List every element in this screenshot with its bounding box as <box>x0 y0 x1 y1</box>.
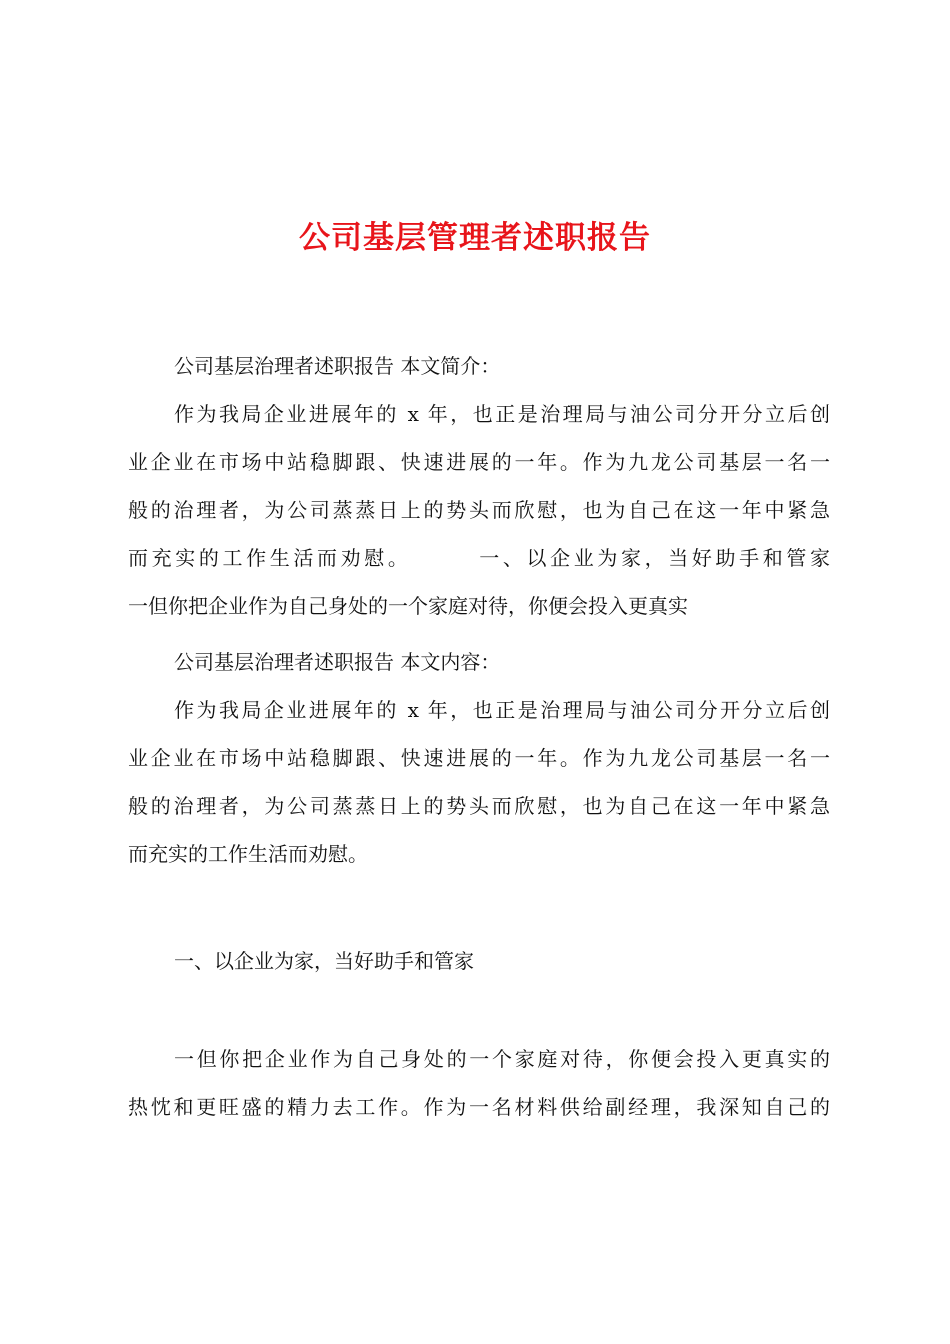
intro-block <box>128 342 830 630</box>
intro-line-5: 一但你把企业作为自己身处的一个家庭对待，你便会投入更真实 <box>128 594 688 618</box>
intro-line-2: 业企业在市场中站稳脚跟、快速进展的一年。作为九龙公司基层一名一 <box>128 450 830 474</box>
intro-label: 公司基层治理者述职报告 本文简介： <box>174 354 501 378</box>
section-paragraph <box>128 1035 830 1131</box>
content-line-2: 业企业在市场中站稳脚跟、快速进展的一年。作为九龙公司基层一名一 <box>128 746 830 770</box>
section-heading-block <box>128 937 830 985</box>
content-label: 公司基层治理者述职报告 本文内容： <box>174 650 501 674</box>
section-line-1: 一但你把企业作为自己身处的一个家庭对待，你便会投入更真实的 <box>174 1047 830 1071</box>
intro-line-3: 般的治理者，为公司蒸蒸日上的势头而欣慰，也为自己在这一年中紧急 <box>128 498 830 522</box>
intro-line-4-heading: 一、以企业为家，当好助手和管家 <box>475 546 831 570</box>
intro-line-4-text: 而充实的工作生活而劝慰。 <box>128 546 412 570</box>
content-line-4: 而充实的工作生活而劝慰。 <box>128 842 368 866</box>
intro-line-4 <box>128 534 830 582</box>
content-line-3: 般的治理者，为公司蒸蒸日上的势头而欣慰，也为自己在这一年中紧急 <box>128 794 830 818</box>
intro-line-1: 作为我局企业进展年的 x 年，也正是治理局与油公司分开分立后创 <box>174 402 830 426</box>
content-line-1: 作为我局企业进展年的 x 年，也正是治理局与油公司分开分立后创 <box>174 698 830 722</box>
section-heading: 一、以企业为家，当好助手和管家 <box>174 949 474 973</box>
section-line-2: 热忱和更旺盛的精力去工作。作为一名材料供给副经理，我深知自己的 <box>128 1095 830 1119</box>
content-block <box>128 638 830 878</box>
document-title: 公司基层管理者述职报告 <box>299 220 651 256</box>
